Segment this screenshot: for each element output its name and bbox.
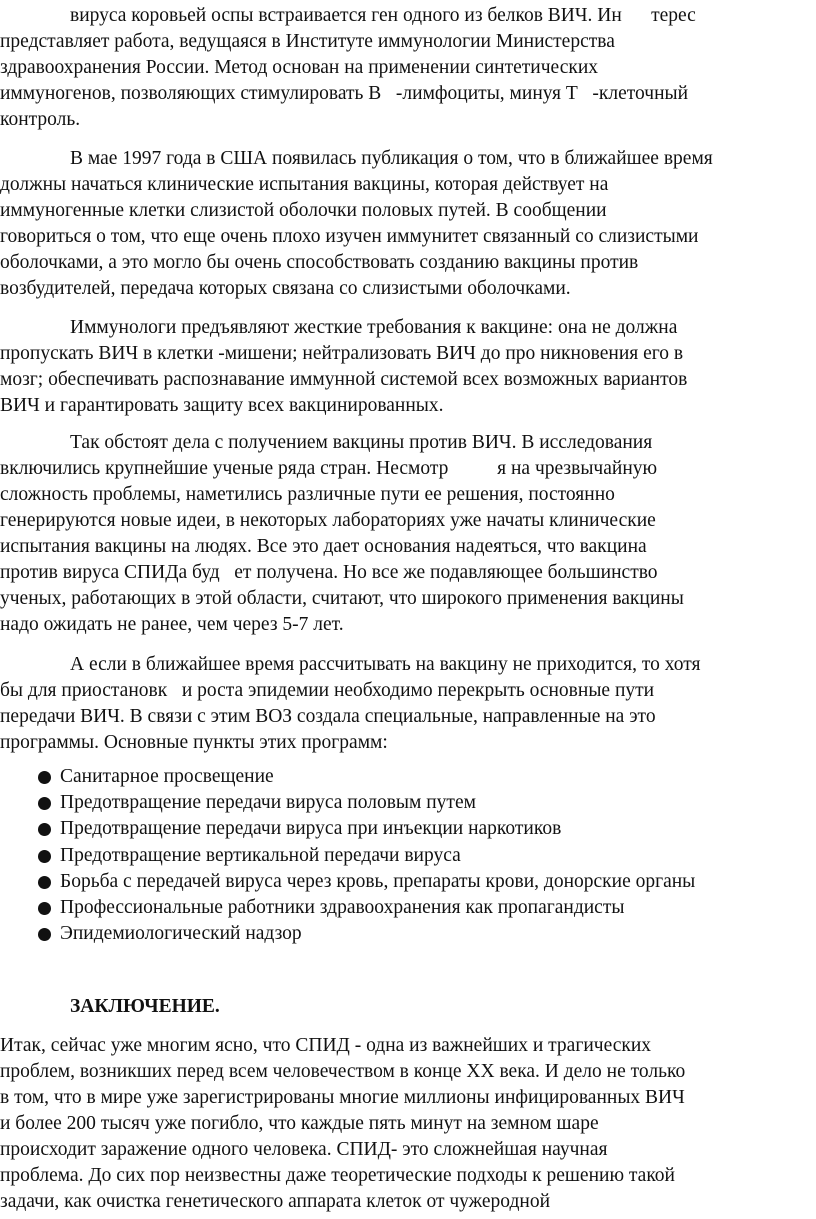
text-line: включились крупнейшие ученые ряда стран. Несмотр я на чрезвычайную: [0, 458, 658, 479]
text-line: иммуногенов, позволяющих стимулировать В -лимфоциты, минуя Т -клеточный: [0, 83, 689, 104]
text-line: происходит заражение одного человека. СПИД- это сложнейшая научная: [0, 1139, 608, 1160]
text-line: Итак, сейчас уже многим ясно, что СПИД - одна из важнейших и трагических: [0, 1035, 652, 1056]
list-item-text: Предотвращение вертикальной передачи вируса: [60, 845, 461, 866]
text-line: вируса коровьей оспы встраивается ген одного из белков ВИЧ. Ин терес: [70, 5, 696, 26]
list-item-text: Профессиональные работники здравоохранения как пропагандисты: [60, 897, 625, 918]
text-line: проблем, возникших перед всем человечеством в конце XX века. И дело не только: [0, 1061, 686, 1082]
text-line: иммуногенные клетки слизистой оболочки половых путей. В сообщении: [0, 200, 607, 221]
text-line: проблема. До сих пор неизвестны даже теоретические подходы к решению такой: [0, 1165, 675, 1186]
text-line: здравоохранения России. Метод основан на применении синтетических: [0, 57, 599, 78]
text-line: пропускать ВИЧ в клетки -мишени; нейтрализовать ВИЧ до про никновения его в: [0, 343, 684, 364]
bullet-icon: [38, 771, 51, 784]
text-line: передачи ВИЧ. В связи с этим ВОЗ создала специальные, направленные на это: [0, 706, 656, 727]
bullet-icon: [38, 876, 51, 889]
text-line: Так обстоят дела с получением вакцины против ВИЧ. В исследования: [70, 432, 653, 453]
text-line: возбудителей, передача которых связана со слизистыми оболочками.: [0, 278, 571, 299]
list-item-text: Предотвращение передачи вируса половым путем: [60, 792, 476, 813]
list-item-text: Предотвращение передачи вируса при инъекции наркотиков: [60, 818, 562, 839]
text-line: представляет работа, ведущаяся в Институте иммунологии Министерства: [0, 31, 615, 52]
bullet-icon: [38, 797, 51, 810]
text-line: надо ожидать не ранее, чем через 5-7 лет.: [0, 614, 344, 635]
text-line: бы для приостановк и роста эпидемии необходимо перекрыть основные пути: [0, 680, 655, 701]
list-item-text: Борьба с передачей вируса через кровь, препараты крови, донорские органы: [60, 871, 696, 892]
bullet-icon: [38, 823, 51, 836]
text-line: мозг; обеспечивать распознавание иммунной системой всех возможных вариантов: [0, 369, 688, 390]
text-line: оболочками, а это могло бы очень способствовать созданию вакцины против: [0, 252, 639, 273]
text-line: программы. Основные пункты этих программ:: [0, 732, 388, 753]
list-item-text: Санитарное просвещение: [60, 766, 274, 787]
text-line: ученых, работающих в этой области, считают, что широкого применения вакцины: [0, 588, 684, 609]
bullet-icon: [38, 850, 51, 863]
text-line: А если в ближайшее время рассчитывать на вакцину не приходится, то хотя: [70, 654, 701, 675]
text-line: генерируются новые идеи, в некоторых лабораториях уже начаты клинические: [0, 510, 656, 531]
text-line: сложность проблемы, наметились различные пути ее решения, постоянно: [0, 484, 615, 505]
list-item-text: Эпидемиологический надзор: [60, 923, 302, 944]
text-line: В мае 1997 года в США появилась публикация о том, что в ближайшее время: [70, 148, 713, 169]
text-line: и более 200 тысяч уже погибло, что каждые пять минут на земном шаре: [0, 1113, 599, 1134]
section-heading: ЗАКЛЮЧЕНИЕ.: [70, 996, 220, 1017]
text-line: должны начаться клинические испытания вакцины, которая действует на: [0, 174, 609, 195]
text-line: испытания вакцины на людях. Все это дает основания надеяться, что вакцина: [0, 536, 647, 557]
text-line: против вируса СПИДа буд ет получена. Но все же подавляющее большинство: [0, 562, 658, 583]
text-line: задачи, как очистка генетического аппарата клеток от чужеродной: [0, 1191, 550, 1212]
text-line: ВИЧ и гарантировать защиту всех вакцинированных.: [0, 395, 444, 416]
text-line: в том, что в мире уже зарегистрированы многие миллионы инфицированных ВИЧ: [0, 1087, 685, 1108]
text-line: говориться о том, что еще очень плохо изучен иммунитет связанный со слизистыми: [0, 226, 699, 247]
bullet-icon: [38, 902, 51, 915]
text-line: контроль.: [0, 109, 81, 130]
text-line: Иммунологи предъявляют жесткие требования к вакцине: она не должна: [70, 317, 678, 338]
bullet-icon: [38, 928, 51, 941]
